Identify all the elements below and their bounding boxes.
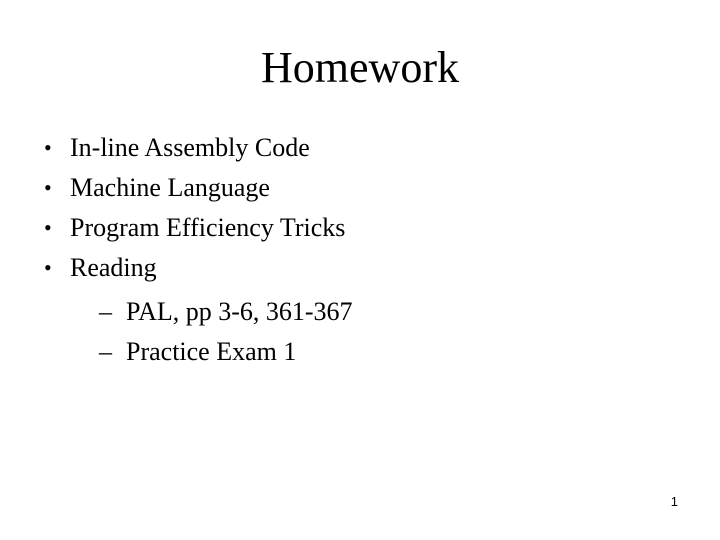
bullet-icon: • xyxy=(44,175,52,200)
bullet-icon: • xyxy=(44,135,52,160)
dash-icon: – xyxy=(99,337,112,366)
bullet-text: Program Efficiency Tricks xyxy=(70,213,346,242)
sub-bullet-text: PAL, pp 3-6, 361-367 xyxy=(126,297,353,326)
slide-title: Homework xyxy=(261,43,459,92)
bullet-text: Reading xyxy=(70,253,157,282)
sub-bullet-text: Practice Exam 1 xyxy=(126,337,297,366)
dash-icon: – xyxy=(99,297,112,326)
bullet-text: Machine Language xyxy=(70,173,270,202)
bullet-text: In-line Assembly Code xyxy=(70,133,310,162)
page-number: 1 xyxy=(670,494,678,509)
bullet-icon: • xyxy=(44,255,52,280)
bullet-icon: • xyxy=(44,215,52,240)
